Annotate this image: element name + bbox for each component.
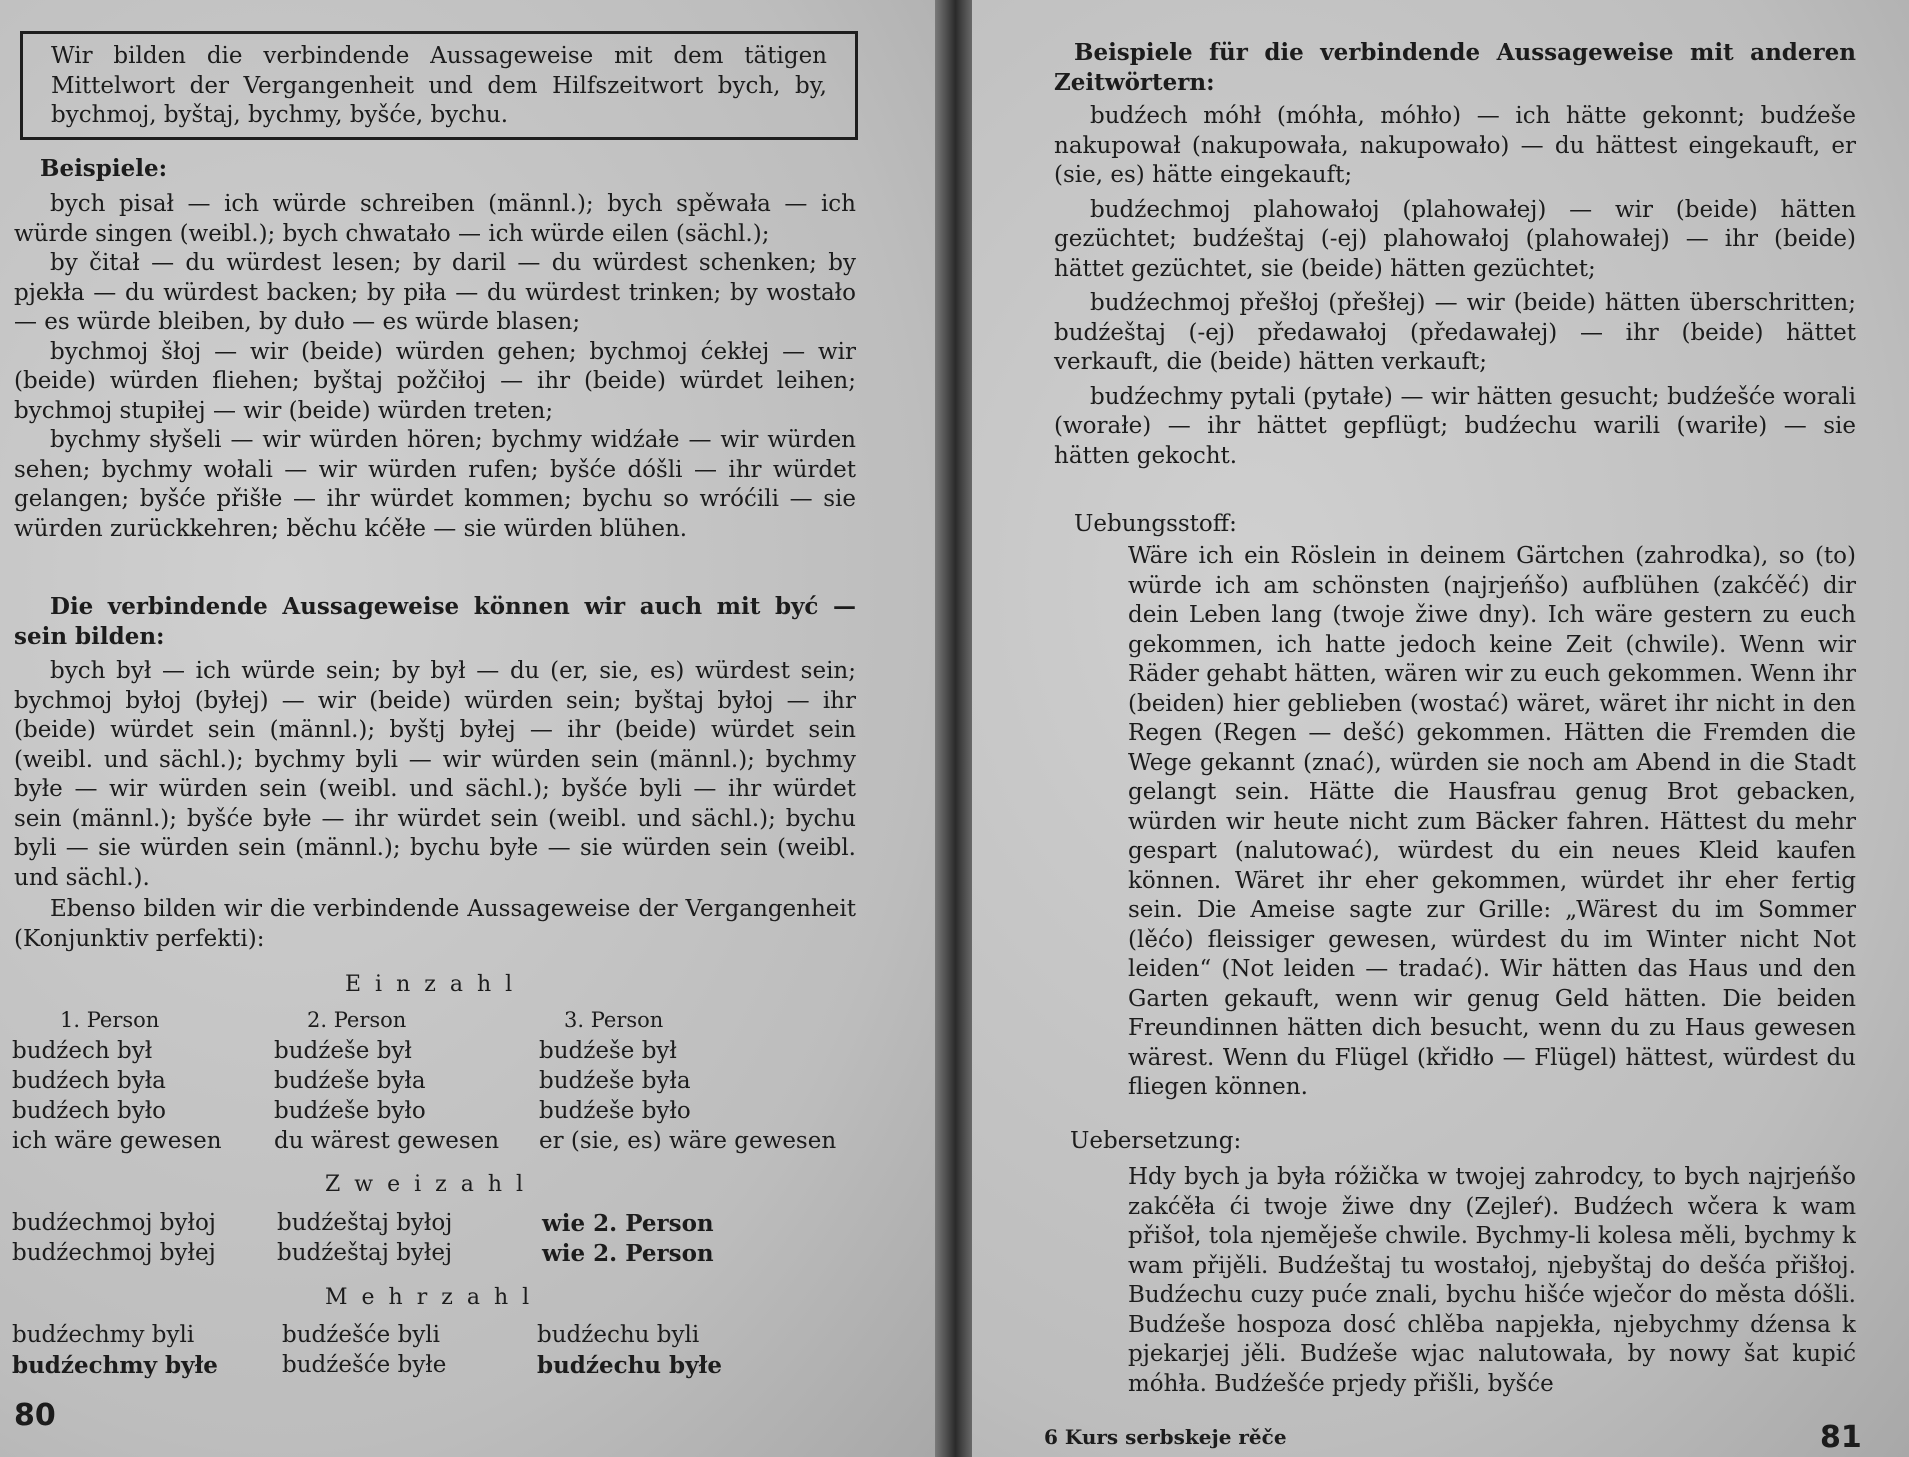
- table-cell: du wärest gewesen: [274, 1128, 500, 1154]
- table-cell: budźeše była: [274, 1068, 426, 1094]
- table-row: [12, 1352, 862, 1381]
- table-cell: budźeše był: [539, 1038, 677, 1064]
- book-gutter: [935, 0, 972, 1457]
- example-paragraph: bych pisał — ich würde schreiben (männl.); bych spěwała — ich würde singen (weibl.); bych chwatało — ich würde eilen (sächl.);: [14, 191, 856, 247]
- table-cell: budźechu byłe: [537, 1352, 722, 1379]
- right-intro: Beispiele für die verbindende Aussageweise mit anderen Zeitwörtern:: [1054, 39, 1856, 96]
- table-cell: budźechu byli: [537, 1322, 700, 1348]
- table-cell: budźešće byłe: [282, 1352, 447, 1378]
- left-page: [0, 0, 935, 1457]
- table-row: [12, 1098, 862, 1127]
- rule-box-text: Wir bilden die verbindende Aussageweise mit dem tätigen Mittelwort der Vergangenheit und dem Hilfszeitwort bych, by, bychmoj, byštaj, bychmy, byšće, bychu.: [51, 43, 827, 128]
- table-row: [12, 1210, 862, 1239]
- table-cell: budźešće byli: [282, 1322, 441, 1348]
- example-paragraph: bychmoj šłoj — wir (beide) würden gehen; bychmoj ćekłej — wir (beide) würden fliehen; byštaj požčiłoj — ihr (beide) würdet leihen; bychmoj stupiłej — wir (beide) würden treten;: [14, 338, 856, 424]
- example-paragraph: budźechmoj plahowałoj (plahowałej) — wir (beide) hätten gezüchtet; budźeštaj (-ej) plahowałoj (plahowałej) — ihr (beide) hättet gezüchtet, sie (beide) hätten gezüchtet;: [1054, 196, 1856, 282]
- table-row: [12, 1240, 862, 1269]
- table-cell: budźechmy byli: [12, 1322, 195, 1348]
- einzahl-heading: Einzahl: [345, 972, 527, 997]
- example-paragraph: by čitał — du würdest lesen; by daril — du würdest schenken; by pjekła — du würdest backen; by piła — du würdest trinken; by wostało — es würde bleiben, by duło — es würde blasen;: [14, 250, 856, 335]
- uebers-heading: Uebersetzung:: [1070, 1128, 1242, 1154]
- uebung-text: Wäre ich ein Röslein in deinem Gärtchen (zahrodka), so (to) würde ich am schönsten (najrjeńšo) aufblühen (zakćěć) dir dein Leben lang (twoje žiwe dny). Ich wäre gestern zu euch gekommen, ich hatte jedoch keine Zeit (chwile). Wenn wir Räder gehabt hätten, wären wir zu euch gekommen. Wenn ihr (beiden) hier geblieben (wostać) wäret, wäret ihr nicht in den Regen (Regen — dešć) gekommen. Hätten die Fremden die Wege gekannt (znać), würden sie noch am Abend in die Stadt gelangt sein. Hätte die Hausfrau genug Brot gebacken, würden wir heute nicht zum Bäcker fahren. Hättest du mehr gespart (nalutować), würdest du ein neues Kleid kaufen können. Wäret ihr eher gekommen, würdet ihr eher fertig sein. Die Ameise sagte zur Grille: „Wärest du im Sommer (lěćo) fleissiger gewesen, würdest du im Winter nicht Not leiden“ (Not leiden — tradać). Wir hätten das Haus und den Garten gekauft, wenn wir genug Geld hätten. Die beiden Freundinnen hätten dich besucht, wenn du zu Haus gewesen wärest. Wenn du Flügel (křidło — Flügel) hättest, würdest du fliegen können.: [1128, 543, 1856, 1100]
- example-paragraph: bychmy słyšeli — wir würden hören; bychmy widźałe — wir würden sehen; bychmy wołali — wir würden rufen; byšće dóšli — ihr würdet gelangen; byšće přišłe — ihr würdet kommen; bychu so wróćili — sie würden zurückkehren; běchu kćěłe — sie würden blühen.: [14, 427, 856, 542]
- person-header: 2. Person: [307, 1008, 407, 1032]
- uebers-block: [1128, 1163, 1856, 1408]
- byc-section: [14, 592, 856, 954]
- table-cell: wie 2. Person: [542, 1210, 714, 1237]
- uebers-text: Hdy bych ja była róžička w twojej zahrodcy, to bych najrjeńšo zakćěła ći twoje žiwe dny (Zejleŕ). Budźech wčera k wam přišoł, tola njeměješe chwile. Bychmy-li kolesa měli, bychmy k wam přijěli. Budźeštaj tu wostałoj, njebyštaj do dešća přišłoj. Budźechu cuzy puće znali, bychu hišće wječor do města dóšli. Budźeše hospoza dosć chlěba napjekła, njebychmy dźensa k pjekarjej jěli. Budźeše wjac nalutowała, by nowy šat kupić móhła. Budźešće prjedy přišli, byšće: [1128, 1164, 1856, 1397]
- table-cell: budźeše było: [539, 1098, 691, 1124]
- ebenso-paragraph: Ebenso bilden wir die verbindende Aussageweise der Vergangenheit (Konjunktiv perfekti):: [14, 896, 856, 952]
- byc-intro: Die verbindende Aussageweise können wir auch mit być — sein bilden:: [14, 593, 856, 650]
- table-cell: budźech był: [12, 1038, 153, 1064]
- table-cell: budźeštaj byłej: [277, 1240, 453, 1266]
- table-cell: budźechmy byłe: [12, 1352, 218, 1379]
- table-cell: budźech było: [12, 1098, 167, 1124]
- page-number: 81: [1820, 1420, 1862, 1455]
- table-row: [12, 1128, 862, 1157]
- zweizahl-heading: Zweizahl: [325, 1172, 538, 1197]
- table-row: [12, 1038, 862, 1067]
- table-row: [12, 1322, 862, 1351]
- table-cell: er (sie, es) wäre gewesen: [539, 1128, 837, 1154]
- footer-signature: 6 Kurs serbskeje rěče: [1044, 1425, 1287, 1449]
- table-cell: budźeše była: [539, 1068, 691, 1094]
- table-cell: budźechmoj byłej: [12, 1240, 216, 1266]
- table-cell: budźech była: [12, 1068, 166, 1094]
- uebung-heading: Uebungsstoff:: [1074, 511, 1237, 537]
- right-examples: [1054, 38, 1856, 471]
- table-row: [12, 1068, 862, 1097]
- table-cell: ich wäre gewesen: [12, 1128, 222, 1154]
- table-cell: budźeše był: [274, 1038, 412, 1064]
- byc-examples: bych był — ich würde sein; by był — du (er, sie, es) würdest sein; bychmoj byłoj (byłej) — wir (beide) würden sein; byštaj byłoj — ihr (beide) würdet sein (männl.); byštj byłej — ihr (beide) würdet sein (weibl. und sächl.); bychmy byli — wir würden sein (männl.); bychmy byłe — wir würden sein (weibl. und sächl.); byšće byli — ihr würdet sein (männl.); byšće byłe — ihr würdet sein (weibl. und sächl.); bychu byli — sie würden sein (männl.); bychu byłe — sie würden sein (weibl. und sächl.).: [14, 658, 856, 891]
- mehrzahl-heading: Mehrzahl: [325, 1285, 544, 1310]
- table-cell: budźeše było: [274, 1098, 426, 1124]
- table-cell: wie 2. Person: [542, 1240, 714, 1267]
- right-page: [972, 0, 1909, 1457]
- person-header: 1. Person: [60, 1008, 160, 1032]
- table-cell: budźechmoj byłoj: [12, 1210, 216, 1236]
- example-paragraph: budźechmoj přešłoj (přešłej) — wir (beide) hätten überschritten; budźeštaj (-ej) předawałoj (předawałej) — ihr (beide) hättet verkauft, die (beide) hätten verkauft;: [1054, 290, 1856, 375]
- examples-block: [14, 190, 856, 544]
- person-header-row: [12, 1008, 862, 1037]
- uebung-block: [1128, 542, 1856, 1103]
- example-paragraph: budźechmy pytali (pytałe) — wir hätten gesucht; budźešće worali (worałe) — ihr hättet gepflügt; budźechu warili (wariłe) — sie hätten gekocht.: [1054, 383, 1856, 469]
- page-number: 80: [14, 1398, 56, 1433]
- rule-box: [20, 31, 858, 140]
- examples-heading: Beispiele:: [40, 155, 168, 182]
- table-cell: budźeštaj byłoj: [277, 1210, 453, 1236]
- person-header: 3. Person: [564, 1008, 664, 1032]
- example-paragraph: budźech móhł (móhła, móhło) — ich hätte gekonnt; budźeše nakupował (nakupowała, nakupowało) — du hättest eingekauft, er (sie, es) hätte eingekauft;: [1054, 103, 1856, 188]
